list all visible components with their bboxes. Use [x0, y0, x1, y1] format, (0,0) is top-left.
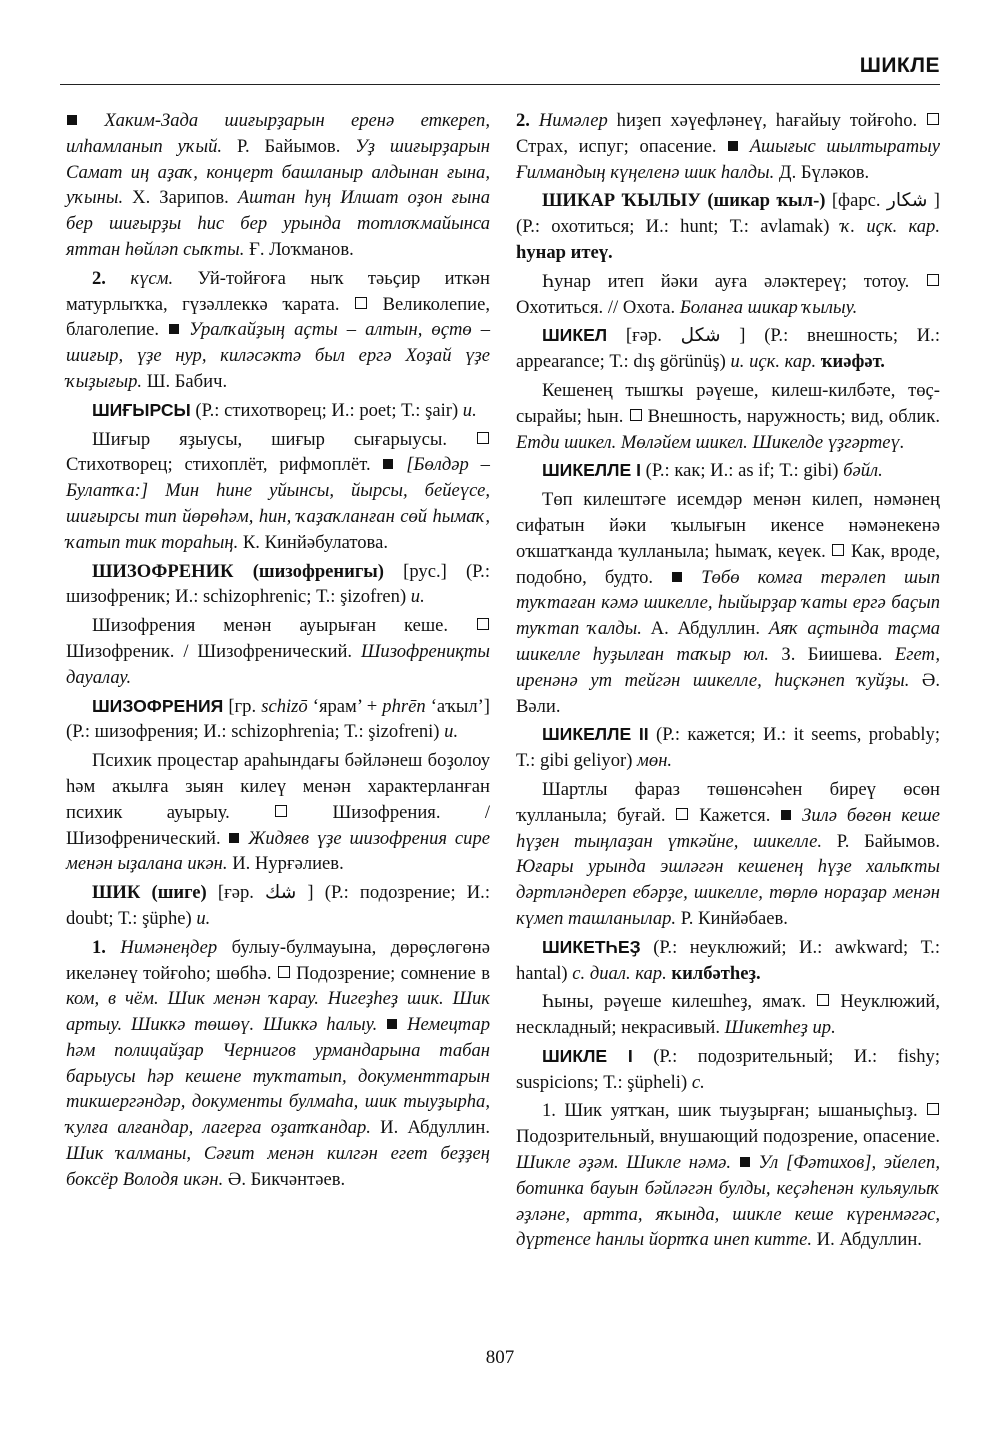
entry-text: 1. Шик уятҡан, шик тыуҙырған; ышаныҫһыҙ. Подозрительный, внушающий подозрение, опасение. Шикле әҙәм. Шикле нәмә. Ул [Фәтихов], эйелеп, ботинка бауын бәйләгән булды, кеҫәһенән кульяулыҡ әҙләне, артта, яҡында, шикле кеше күренмәгәс, дүртенсе һанлы йортҡа инеп китте. И. Абдуллин. — [516, 1100, 940, 1251]
entry-text: 1. Нимәнеңдер булыу-булмауына, дөрөҫлөгөнә икеләнеү тойғоһо; шөбһә. Подозрение; сомнение в ком, в чём. Шик менән ҡарау. Нигеҙһеҙ шик. Шик артыу. Шиккә төшөү. Шиккә һалыу. Немецтар һәм полицайҙар Чернигов урмандарына табан барыусы һәр кешене туҡтатып, документтарын тикшергәндәр, документы булмаһа, шик тыуҙырһа, ҡулға алғандар, лагерға оҙатҡандар. И. Абдуллин. Шик ҡалманы, Сәғит менән килгән егет беҙҙең боксёр Володя икән. Ә. Бикчәнтәев. — [66, 936, 490, 1190]
dictionary-entry: ШИҒЫРСЫ (Р.: стихотворец; И.: poet; Т.: şair) и. — [92, 399, 477, 421]
translation-marker-icon — [832, 544, 844, 556]
dictionary-entry: ШИКЕТҺЕҘ (Р.: неуклюжий; И.: awkward; Т.: hantal) с. диал. кар. килбәтһеҙ. — [516, 936, 940, 984]
entry-text: 2. Нимәлер һиҙеп хәүефләнеү, һағайыу тойғоһо. Страх, испуг; опасение. Ашығыс шылтыратыу Ғилмандың күңеленә шик һалды. Д. Бүләков. — [516, 110, 940, 183]
translation-marker-icon — [630, 409, 642, 421]
dictionary-entry: ШИКЕЛЛЕ II (Р.: кажется; И.: it seems, probably; Т.: gibi geliyor) мөн. — [516, 724, 940, 772]
headword: ШИКЛЕ I — [542, 1045, 633, 1066]
page-number: 807 — [485, 1347, 515, 1368]
headword: ШИКАР ҠЫЛЫУ (шикар ҡыл-) — [542, 190, 826, 212]
translation-marker-icon — [477, 618, 489, 630]
example-marker-icon — [728, 141, 738, 151]
entry-text: Шиғыр яҙыусы, шиғыр сығарыусы. Стихотворец; стихоплёт, рифмоплёт. [Бөлдәр – Булатҡа:] Мин һине уйынсы, йырсы, бейеүсе, шиғырсы тип йөрөһәм, һин, ҡаҙаҡланған сөй һымаҡ, ҡатып тик тораһың. К. Кинйәбулатова. — [66, 428, 490, 553]
running-header — [60, 52, 940, 85]
headword: ШИҒЫРСЫ — [92, 399, 191, 420]
entry-text: Шартлы фараз төшөнсәһен биреү өсөн ҡулланыла; буғай. Кажется. Зилә бөгөн кеше һүҙен тыңлаҙан үткәйне, шикелле. Р. Байымов. Юғары урында эшләгән кешенең һүҙе халыҡты дәртләндереп ебәрҙе, шикелле, төрлө нораҙар менән күмеп ташланылар. Р. Кинйәбаев. — [516, 778, 940, 929]
dictionary-entry: ШИК (шиге) [ғәр. شك ] (Р.: подозрение; И.: doubt; Т.: şüphe) и. — [66, 882, 490, 929]
entry-text: Психик процестар араһындағы бәйләнеш боҙолоу һәм аҡылға зыян килеү менән характерланған психик ауырыу. Шизофрения. / Шизофренический. Жидяев үҙе шизофрения сире менән ыҙалана икән. И. Нурғәлиев. — [66, 750, 491, 875]
translation-marker-icon — [477, 432, 489, 444]
example-marker-icon — [229, 833, 239, 843]
example-marker-icon — [740, 1157, 750, 1167]
dictionary-entry: ШИКЕЛ [ғәр. شكل ] (Р.: внешность; И.: appearance; Т.: dış görünüş) и. иҫк. кар. ҡиәфәт. — [516, 325, 940, 373]
example-marker-icon — [672, 572, 682, 582]
translation-marker-icon — [817, 994, 829, 1006]
translation-marker-icon — [278, 966, 290, 978]
example-marker-icon — [387, 1019, 397, 1029]
entry-text: 2. күсм. Уй-тойғоға ныҡ тәьҫир иткән матурлыҡҡа, гүзәллеккә ҡарата. Великолепие, благолепие. Уралҡайҙың аҫты – алтын, өҫтө – шиғыр, үҙе нур, киләсәктә был ергә Хоҙай үҙе ҡыҙығыр. Ш. Бабич. — [66, 267, 491, 392]
right-column — [516, 108, 940, 1256]
entry-text: Кешенең тышҡы рәүеше, килеш-килбәте, төҫ-сырайы; һын. Внешность, наружность; вид, облик. Етди шикел. Мөләйем шикел. Шикелде үҙгәртеү. — [516, 379, 941, 453]
headword: ШИКЕЛ — [542, 325, 608, 346]
translation-marker-icon — [355, 297, 367, 309]
dictionary-entry: ШИКЕЛЛЕ I (Р.: как; И.: as if; Т.: gibi) бәйл. — [542, 460, 883, 482]
translation-marker-icon — [927, 113, 939, 125]
entry-text: Шизофрения менән ауырыған кеше. Шизофреник. / Шизофренический. Шизофрениқты дауалау. — [66, 615, 490, 688]
entry-text: Һыны, рәүеше килешһеҙ, ямаҡ. Неуклюжий, нескладный; некрасивый. Шикетһеҙ ир. — [516, 991, 940, 1039]
example-marker-icon — [781, 810, 791, 820]
dictionary-entry: ШИКАР ҠЫЛЫУ (шикар ҡыл-) [фарс. شكار ] (Р.: охотиться; И.: hunt; Т.: avlamak) ҡ. иҫк. кар. һунар итеү. — [516, 190, 940, 263]
example-marker-icon — [169, 324, 179, 334]
example-marker-icon — [67, 115, 77, 125]
header-title: ШИКЛЕ — [859, 54, 940, 77]
left-column — [66, 108, 490, 1196]
translation-marker-icon — [927, 1103, 939, 1115]
headword: ШИЗОФРЕНИК (шизофренигы) — [92, 560, 384, 582]
entry-text: Төп килештәге исемдәр менән килеп, нәмәнең сифатын йәки ҡылығын икенсе нәмәнекенә оҡшатҡанда ҡулланыла; һымаҡ, кеүек. Как, вроде, подобно, будто. Төбө комға терәлеп шып туҡтаған кәмә шикелле, һыйырҙар ҡаты ергә баҫып туҡтап ҡалды. А. Абдуллин. Аяҡ аҫтында таҫма шикелле һуҙылған таҡыр юл. З. Биишева. Егет, иренәнә ут тейгән шикелле, һиҫкәнеп ҡуйҙы. Ә. Вәли. — [516, 489, 941, 717]
headword: ШИК (шиге) — [92, 882, 207, 904]
dictionary-entry: ШИЗОФРЕНИК (шизофренигы) [рус.] (Р.: шизофреник; И.: schizophrenic; Т.: şizofren) и. — [66, 560, 490, 608]
translation-marker-icon — [676, 808, 688, 820]
headword: ШИЗОФРЕНИЯ — [92, 695, 224, 716]
entry-text: Һунар итеп йәки ауға әләктереү; тотоу. Охотиться. // Охота. Боланға шикар ҡылыу. — [516, 269, 940, 321]
dictionary-entry: ШИКЛЕ I (Р.: подозрительный; И.: fishy; suspicions; Т.: şüpheli) с. — [516, 1045, 940, 1093]
headword: ШИКЕЛЛЕ I — [542, 460, 641, 481]
dictionary-entry: ШИЗОФРЕНИЯ [гр. schizō ‘ярам’ + phrēn ‘аҡыл’] (Р.: шизофрения; И.: schizophrenia; Т.: şizofreni) и. — [66, 695, 490, 743]
headword: ШИКЕТҺЕҘ — [542, 936, 641, 957]
translation-marker-icon — [275, 805, 287, 817]
example-marker-icon — [383, 459, 393, 469]
entry-text: Хаким-Зада шиғырҙарын еренә еткереп, илһамланып уҡый. Р. Байымов. Уҙ шиғырҙарын Самат иң аҙаҡ, концерт башланыр алдынан ғына, уҡыны. Х. Зарипов. Аштан һуң Илшат оҙон ғына бер шиғырҙы һис бер урында тотлоҡмайынса яттан һөйләп сыҡты. Ғ. Лоҡманов. — [66, 110, 490, 260]
translation-marker-icon — [927, 274, 939, 286]
headword: ШИКЕЛЛЕ II — [542, 724, 649, 745]
